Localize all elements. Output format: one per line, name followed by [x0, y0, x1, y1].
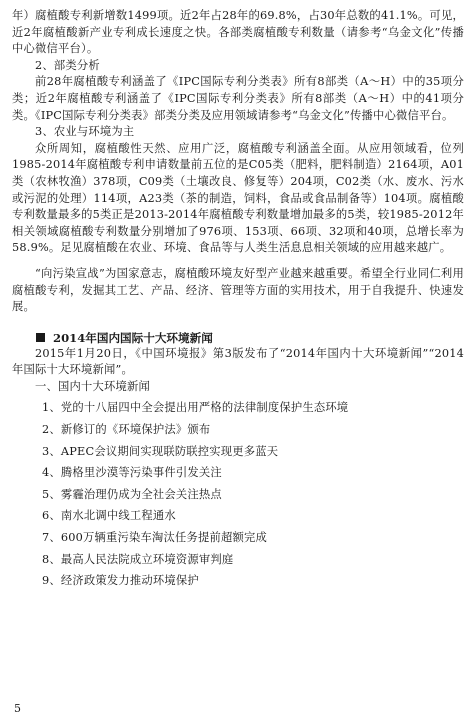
square-bullet-icon — [36, 333, 45, 342]
list-item: 1、党的十八届四中全会提出用严格的法律制度保护生态环境 — [42, 401, 349, 415]
list-item: 9、经济政策发力推动环境保护 — [42, 574, 199, 588]
list-item: 4、腾格里沙漠等污染事件引发关注 — [42, 466, 222, 480]
paragraph-continuation: 年）腐植酸专利新增数1499项。近2年占28年的69.8%，占30年总数的41.1%。可见，近2年腐植酸新产业专利成长速度之快。各部类腐植酸专利数量（请参考“乌金文化”传播中心微信平台）。 — [12, 9, 464, 56]
page-number: 5 — [14, 702, 21, 715]
section-title: 2014年国内国际十大环境新闻 — [53, 330, 213, 345]
list-item: 8、最高人民法院成立环境资源审判庭 — [42, 552, 234, 566]
paragraph-conclusion: “向污染宣战”为国家意志，腐植酸环境友好型产业越来越重要。希望全行业同仁利用腐植酸专利，发掘其工艺、产品、经济、管理等方面的实用技术，用于自我提升、快速发展。 — [12, 266, 464, 314]
list-item: 5、雾霾治理仍成为全社会关注热点 — [42, 487, 222, 501]
section-sub-heading: 一、国内十大环境新闻 — [35, 379, 150, 393]
subheading-agriculture-environment: 3、农业与环境为主 — [35, 125, 135, 139]
paragraph-application-fields: 众所周知，腐植酸性天然、应用广泛，腐植酸专利涵盖全面。从应用领域看，位列1985-2014年腐植酸专利申请数量前五位的是C05类（肥料，肥料制造）2164项，A01类（农林牧渔）378项，C09类（土壤改良、修复等）204项，C02类（水、废水、污水或污泥的处理）114项，A23类（茶的制造，饲料，食品或食品制备等）104项。腐植酸专利数量最多的5类正是2013-2014年腐植酸专利数量增加最多的5类，较1985-2012年相关领域腐植酸专利数量分别增加了976项、153项、66项、32项和40项，总增长率为58.9%。足见腐植酸在农业、环境、食品等与人类生活息息相关领域的应用越来越广。 — [12, 141, 464, 255]
list-item: 3、APEC会议期间实现联防联控实现更多蓝天 — [42, 444, 279, 458]
paragraph-ipc-coverage: 前28年腐植酸专利涵盖了《IPC国际专利分类表》所有8部类（A～H）中的35项分类；近2年腐植酸专利涵盖了《IPC国际专利分类表》所有8部类（A～H）中的41项分类。《IPC国际专利分类表》部类分类及应用领域请参考“乌金文化”传播中心微信平台。 — [12, 75, 464, 122]
section-intro: 2015年1月20日，《中国环境报》第3版发布了“2014年国内十大环境新闻”“2014年国际十大环境新闻”。 — [12, 346, 464, 377]
list-item: 7、600万辆重污染车淘汰任务提前超额完成 — [42, 531, 267, 545]
list-item: 2、新修订的《环境保护法》颁布 — [42, 423, 211, 437]
list-item: 6、南水北调中线工程通水 — [42, 509, 176, 523]
subheading-category-analysis: 2、部类分析 — [35, 58, 100, 72]
section-heading — [12, 330, 464, 346]
